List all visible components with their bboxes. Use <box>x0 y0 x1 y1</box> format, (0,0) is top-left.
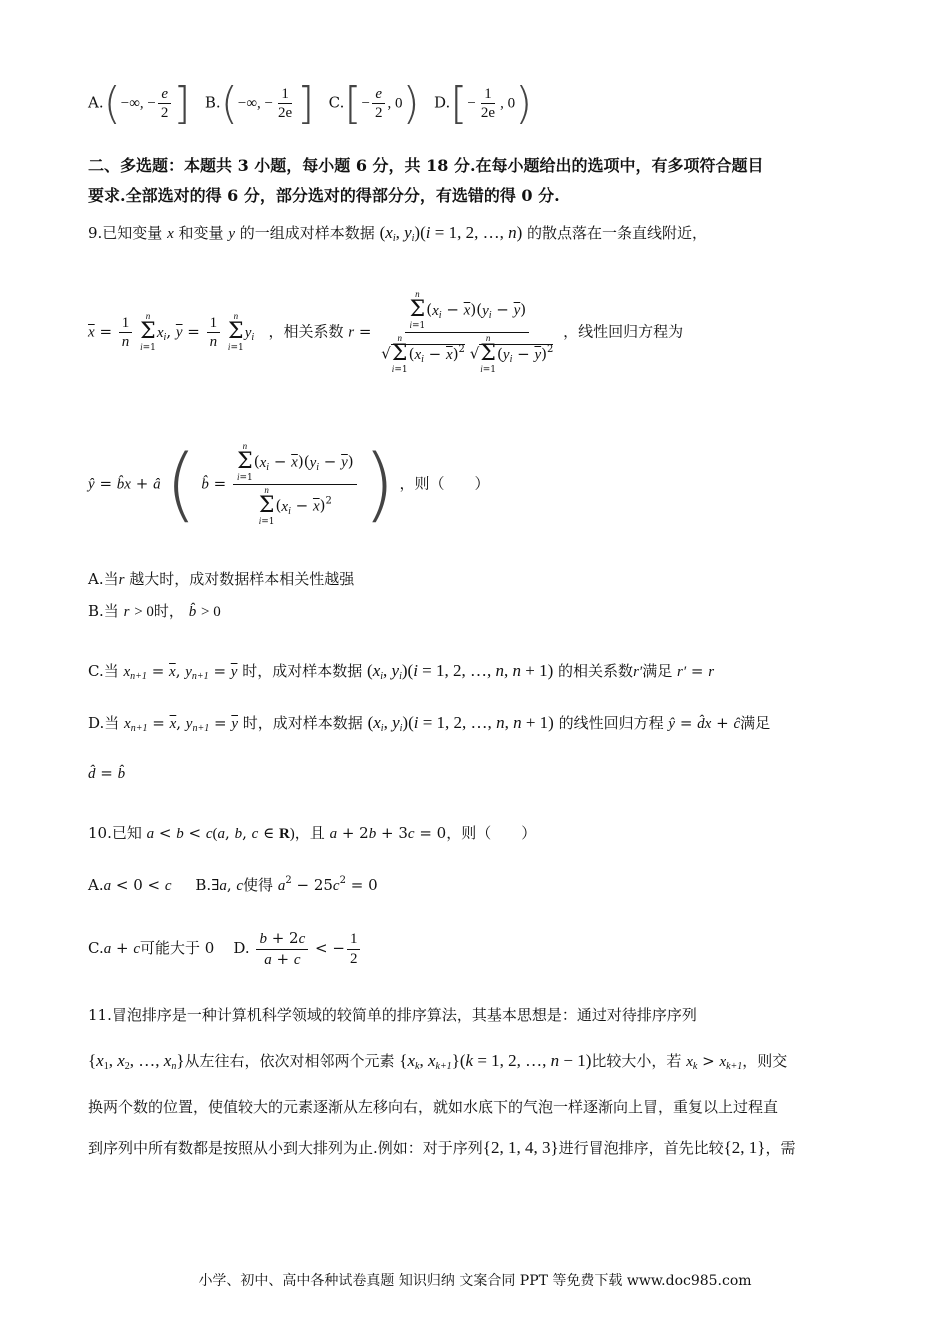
q8-option-d-label: D. <box>433 93 451 112</box>
page-footer: 小学、初中、高中各种试卷真题 知识归纳 文案合同 PPT 等免费下载 www.doc985.com <box>198 1273 752 1289</box>
q8-c-frac: $\frac{e}{2}$ <box>372 86 386 122</box>
section2-title-line1: 二、多选题：本题共 3 小题，每小题 6 分，共 18 分.在每小题给出的选项中，有多项符合题目 <box>88 156 764 175</box>
q8-options: A.(−∞, − $\frac{e}{2}$ ] B.(−∞, − $\frac{1}{2e}$ ] C.[− $\frac{e}{2}$ , 0) D.[− $\frac{1}{2e}$ , 0) <box>88 78 533 129</box>
q11-line3: 换两个数的位置，使值较大的元素逐渐从左移向右，就如水底下的气泡一样逐渐向上冒，重复以上过程直 <box>88 1098 779 1116</box>
q10-options-ab: A.a < 0 < c B.∃a, c使得 $a^2 - 25c^2 = 0$ <box>88 875 378 894</box>
q9-option-b: B.当 r > 0时， b̂ > 0 <box>88 602 221 620</box>
q8-a-frac: $\frac{e}{2}$ <box>158 86 172 122</box>
q9-formula-mean-corr: $\overline{x}$ = $\frac{1}{n}$ n Σ i=1 $x_i$, $\overline{y}$ = $\frac{1}{n}$ n Σ i=1 $y_i$ ，相关系数 r = n Σ i=1 $(x_i - \overline{x})(y_i - \overline{y})$ √ n Σ i=1 $(x_i - \overline{x})^2$ √ n Σ i=1 $(y_i - \overline{y})^2$ ，线性回归方程为 <box>88 289 684 375</box>
q9-corr-frac: n Σ i=1 $(x_i - \overline{x})(y_i - \overline{y})$ √ n Σ i=1 $(x_i - \overline{x})^2$ √ n Σ i=1 $(y_i - \overline{y})^2$ <box>381 289 554 375</box>
q9-option-d: D.当 $x_{n+1} = \overline{x}$, $y_{n+1} = \overline{y}$ 时，成对样本数据 ($x_i$, $y_i)(i = 1$, 2, …, n, n + 1) 的线性回归方程 ŷ = d̂x + ĉ满足 <box>88 713 771 734</box>
section2-title-line2: 要求.全部选对的得 6 分，部分选对的得部分分，有选错的得 0 分. <box>88 186 560 205</box>
q11-line2: {$x_1$, $x_2$, …, $x_n$}从左往右，依次对相邻两个元素 {$x_k$, $x_{k+1}\}(k = 1$, 2, …, n − 1)比较大小，若 $x_k > x_{k+1}$，则交 <box>88 1051 788 1072</box>
q10-stem: 10.已知 a < b < c(a, b, c ∈ R)，且 a + 2b + 3c = 0，则（ ） <box>88 824 537 842</box>
q9-formula-regression: ŷ = b̂x + â ( b̂ = n Σ i=1 $(x_i - \overline{x})(y_i - \overline{y})$ n Σ i=1 $(x_i - \overline{x})^2$ ) ，则（ ） <box>88 437 490 531</box>
q10-options-cd: C.a + c可能大于 0 D. $\frac{b + 2c}{a + c}$ < − $\frac{1}{2}$ <box>88 930 362 968</box>
q11-line1: 11.冒泡排序是一种计算机科学领域的较简单的排序算法，其基本思想是：通过对待排序序列 <box>88 1006 697 1024</box>
q8-d-frac: $\frac{1}{2e}$ <box>480 85 496 121</box>
q9-option-c: C.当 $x_{n+1} = \overline{x}$, $y_{n+1} = \overline{y}$ 时，成对样本数据 ($x_i$, $y_i)(i = 1$, 2, …, n, n + 1) 的相关系数r′满足 r′ = r <box>88 661 715 682</box>
q11-line4: 到序列中所有数都是按照从小到大排列为止.例如：对于序列{2, 1, 4, 3}进行冒泡排序，首先比较{2, 1}，需 <box>88 1138 796 1157</box>
q8-option-c-label: C. <box>328 93 345 112</box>
q9-option-a: A.当r 越大时，成对数据样本相关性越强 <box>88 570 355 588</box>
q8-b-frac: $\frac{1}{2e}$ <box>277 85 293 121</box>
q8-option-a-label: A. <box>88 93 104 112</box>
q9-stem: 9.已知变量 x 和变量 y 的一组成对样本数据 ($x_i$, $y_i)(i = 1$, 2, …, n) 的散点落在一条直线附近， <box>88 223 708 244</box>
q8-option-b-label: B. <box>204 93 221 112</box>
q9-option-d-cont: d̂ = b̂ <box>88 764 126 782</box>
